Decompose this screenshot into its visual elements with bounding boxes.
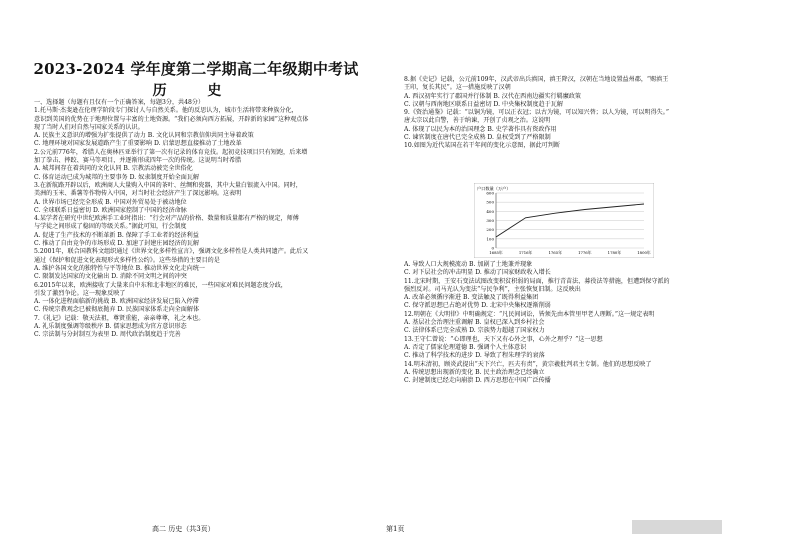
question-line: 与学徒之间形成了稳固的等级关系。”据此可知，行会制度 <box>34 223 187 231</box>
question-line: 2.公元前776年，希腊人在奥林匹亚举行了第一次有记录的体育竞技。起初竞技项目只有短跑，后来增 <box>34 148 308 156</box>
question-line: 通过《保护和促进文化表现形式多样性公约》。这些举措的主要目的是 <box>34 256 220 264</box>
question-line: 现了当时人们对自然与国家关系的认识。 <box>34 123 144 131</box>
question-line: 13.王守仁曾说：“心即理也，天下又有心外之事，心外之理乎？”这一思想 <box>404 335 603 343</box>
question-line: A. 促进了生产技术的不断革新 B. 保障了手工业者的经济利益 <box>34 231 199 239</box>
question-line: C. 推动了科学技术的进步 D. 导致了程朱理学的衰落 <box>404 352 545 360</box>
question-line: C. 体育运动已成为城邦的主要事务 D. 奴隶制度开始全面瓦解 <box>34 173 200 181</box>
question-line: C. 汉朝与西南地区联系日益密切 D. 中央集权制度趋于瓦解 <box>404 100 563 108</box>
footer-page: 第1页 <box>386 525 405 533</box>
right-questions-bottom <box>404 261 778 385</box>
question-line: A. 基层社会治理注重调解 B. 皇权已深入到乡村社会 <box>404 319 545 327</box>
question-line: C. 推动了自由竞争的市场形成 D. 加速了封建庄园经济的瓦解 <box>34 240 200 248</box>
question-line: 一、选择题（每题有且仅有一个正确答案，每题3分，共48分） <box>34 99 205 106</box>
question-line: 王印，复长其民”。这一措施反映了汉朝 <box>404 84 511 92</box>
question-line: 美洲的玉米、番薯等作物传入中国，对当时社会经济产生了深远影响。这表明 <box>34 190 242 198</box>
right-column <box>404 0 784 550</box>
question-line: 6.2015年以来，欧洲接收了大量来自中东和北非地区的难民，一些国家对难民问题态度分歧， <box>34 281 287 289</box>
subject-title: 历 史 <box>152 83 240 99</box>
question-line: A. 一体化进程面临新的挑战 B. 欧洲国家经济发展已陷入停滞 <box>34 298 199 306</box>
question-line: C. 限制发达国家的文化输出 D. 消除不同文明之间的冲突 <box>34 273 187 281</box>
question-line: C. 法律体系已完全成熟 D. 宗族势力超越了国家权力 <box>404 327 545 335</box>
question-line: A. 否定了儒家伦理道德 B. 强调个人主体意识 <box>404 343 527 351</box>
question-line: 4.某学者在研究中世纪欧洲手工业时指出：“行会对产品的价格、数量和质量都有严格的规定，师傅 <box>34 215 299 223</box>
left-column <box>6 0 386 550</box>
chart-ylabel: 户口数量（万户） <box>477 186 511 191</box>
question-line: 唐太宗以此自警，善于纳谏，开创了贞观之治。这说明 <box>404 117 551 125</box>
x-tick-label: 1780年 <box>607 250 622 255</box>
y-tick-label: 500 <box>486 199 494 205</box>
question-line: A. 体现了以民为本的治国理念 B. 史学著作具有资政作用 <box>404 125 557 133</box>
y-tick-label: 200 <box>486 227 494 233</box>
question-line: A. 维护各国文化的独特性与平等地位 B. 推动世界文化走向统一 <box>34 264 205 272</box>
question-line: 引发了激烈争论。这一现象反映了 <box>34 289 126 297</box>
question-line: 9.《资治通鉴》记载：“以铜为镜，可以正衣冠；以古为镜，可以知兴替；以人为镜，可以明得失。” <box>404 109 669 117</box>
question-line: C. 宗法制与分封制互为表里 D. 周代政治制度趋于完善 <box>34 331 181 339</box>
x-tick-label: 1685年 <box>489 250 503 255</box>
question-line: C. 对下层社会的冲击明显 D. 推动了国家财政收入增长 <box>404 269 551 277</box>
question-line: A. 民族主义意识的增强为扩张提供了动力 B. 文化认同和宗教信仰共同主导着政策 <box>34 132 254 140</box>
y-tick-label: 100 <box>486 236 494 242</box>
question-line: C. 封建制度已经走向崩溃 D. 西方思想在中国广泛传播 <box>404 377 551 385</box>
question-line: 7.《礼记》记载：敬天法祖，尊贤重能，亲亲尊尊，礼之本也。 <box>34 314 205 322</box>
y-tick-label: 0 <box>491 245 494 251</box>
x-tick-label: 1765年 <box>548 250 562 255</box>
question-line: C. 全球联系日益密切 D. 欧洲国家控制了中国的经济命脉 <box>34 206 187 214</box>
exam-title: 2023-2024 学年度第二学期高二年级期中考试 <box>33 60 359 78</box>
question-line: 14.明末清初，顾炎武提出“天下兴亡，匹夫有责”，黄宗羲批判君主专制。他们的思想反映了 <box>404 360 652 368</box>
question-line: A. 世界市场已经完全形成 B. 中国对外贸易处于被动地位 <box>34 198 187 206</box>
question-line: C. 保守派思想已占绝对优势 D. 北宋中央集权逐渐削弱 <box>404 302 551 310</box>
footer-left: 高二 历史（共3页） <box>152 525 215 533</box>
question-line: 12.明朝在《大明律》中明确规定：“凡民间词讼，皆须先由本管里甲老人理断。”这一规定表明 <box>404 310 655 318</box>
question-line: A. 西汉初年实行了郡国并行体制 B. 汉代在西南边疆实行羁縻政策 <box>404 92 582 100</box>
question-line: 5.2001年，联合国教科文组织通过《世界文化多样性宣言》，强调文化多样性是人类共同遗产。此后又 <box>34 248 309 256</box>
question-line: 1.托马斯·杰斐逊在伦理学阶段专门探讨人与自然关系。他的反思认为，城市生活将带来种族分化， <box>34 107 298 115</box>
x-tick-label: 1800年 <box>637 250 651 255</box>
x-tick-label: 1776年 <box>578 250 592 255</box>
question-line: 3.在新航路开辟以后，欧洲商人大量购入中国的茶叶、丝绸和瓷器，其中大量白银流入中国。同时， <box>34 181 302 189</box>
question-line: C. 地理环境对国家发展道路产生了重要影响 D. 启蒙思想直接推动了土地改革 <box>34 140 242 148</box>
y-tick-label: 300 <box>486 218 494 223</box>
question-line: A. 导致人口大规模流动 B. 加剧了土地兼并现象 <box>404 261 533 268</box>
y-tick-label: 400 <box>486 208 494 214</box>
question-line: 10.如图为近代某国在若干年间的变化示意图，据此可判断 <box>404 142 560 150</box>
question-line: 强烈反对。司马光认为变法“与民争利”，主张恢复旧制。这反映出 <box>404 285 581 293</box>
question-line: A. 传统思想出现新的变化 B. 民主政治理念已经确立 <box>404 368 545 376</box>
y-tick-label: 600 <box>486 190 494 196</box>
question-line: 11.北宋时期，王安石变法试图改变积贫积弱的局面，推行青苗法、募役法等措施，但遭到保守派的 <box>404 277 670 285</box>
question-line: 意识到美国的优势在于地理位置与丰富的土地资源。“我们必须向西方拓展，开辟新的家园”这种观点体 <box>34 115 309 123</box>
right-questions-top <box>404 76 778 151</box>
question-line: A. 城邦间存在着共同的文化认同 B. 宗教活动被完全世俗化 <box>34 165 193 173</box>
x-tick-label: 1716年 <box>518 250 533 255</box>
footer-placeholder-box <box>632 520 722 534</box>
question-line: C. 谏官制度在唐代已完全成熟 D. 皇权受到了严格限制 <box>404 134 551 142</box>
left-questions <box>34 99 380 340</box>
question-line: A. 改革必须循序渐进 B. 变法触及了既得利益集团 <box>404 294 539 302</box>
question-line: A. 礼乐制度强调等级秩序 B. 儒家思想成为官方意识形态 <box>34 323 187 331</box>
question-line: C. 传统宗教观念已被彻底抛弃 D. 民族国家体系走向全面解体 <box>34 306 200 314</box>
question-line: 8.据《史记》记载，公元前109年，汉武帝出兵滇国，滇王降汉，汉朝在当地设置益州郡，“赐滇王 <box>404 76 669 83</box>
population-line-chart <box>474 183 654 258</box>
question-line: 加了拳击、摔跤、赛马等项目，并逐渐形成四年一次的传统。这说明当时希腊 <box>34 157 242 165</box>
